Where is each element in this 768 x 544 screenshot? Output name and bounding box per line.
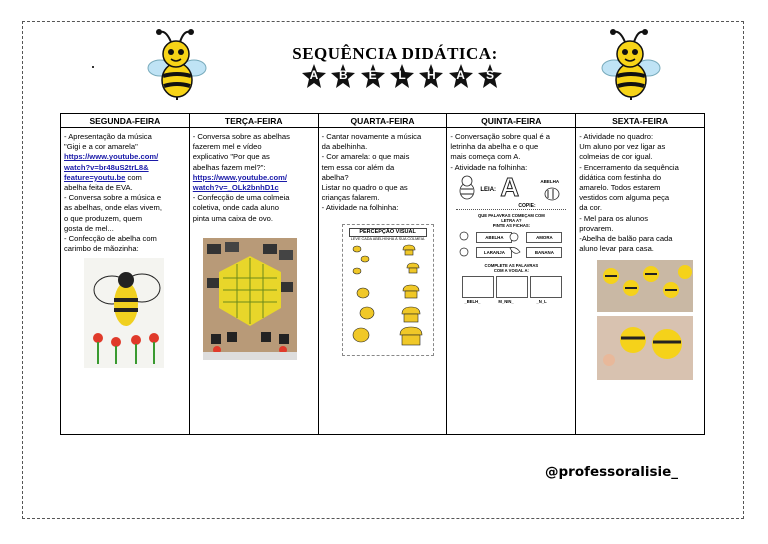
- column-header-thursday: QUINTA-FEIRA: [447, 114, 576, 128]
- worksheet-copie: COPIE:: [518, 202, 536, 209]
- star-icon: [361, 64, 385, 88]
- monday-text: "Gigi e a cor amarela": [64, 142, 138, 152]
- youtube-link[interactable]: feature=youtu.be: [64, 172, 126, 182]
- friday-text: colmeias de cor igual.: [579, 152, 653, 162]
- friday-text: provarem.: [579, 223, 614, 233]
- worksheet-leia: LEIA:: [480, 186, 497, 193]
- wednesday-text: da abelhinha.: [321, 142, 368, 152]
- worksheet-question: PINTE AS FICHAS:: [492, 222, 531, 228]
- friday-text: - Encerramento da sequência: [579, 162, 679, 172]
- youtube-link[interactable]: https://www.youtube.com/: [64, 152, 159, 162]
- star-letter: E: [368, 68, 377, 82]
- youtube-link[interactable]: watch?v=_OLk2bnhD1c: [192, 183, 279, 193]
- friday-text: vestidos com alguma peça: [579, 193, 670, 203]
- star-icon: [302, 64, 326, 88]
- thursday-text: - Atividade na folhinha:: [450, 162, 528, 172]
- bee-icon: [456, 175, 478, 201]
- wednesday-text: - Atividade na folhinha:: [321, 203, 399, 213]
- wednesday-text: - Cantar novamente a música: [321, 132, 422, 141]
- star-icon: [331, 64, 355, 88]
- tuesday-text: fazerem mel e vídeo: [192, 142, 262, 152]
- word-card: LARANJA: [476, 247, 512, 258]
- star-letter: A: [456, 68, 465, 82]
- friday-text: da cor.: [579, 203, 602, 213]
- fruit-icons: [456, 231, 566, 261]
- wednesday-text: - Cor amarela: o que mais: [321, 152, 410, 162]
- letter-a-worksheet: [456, 171, 566, 305]
- star-icon: [478, 64, 502, 88]
- star-icon: [390, 64, 414, 88]
- tuesday-text: explicativo "Por que as: [192, 152, 270, 162]
- worksheet-question: QUE PALAVRAS COMEÇAM COM: [477, 212, 545, 218]
- worksheet-question: COM A VOGAL A:: [493, 267, 529, 273]
- title-stars: [302, 64, 502, 92]
- speck: [92, 66, 94, 68]
- star-icon: [449, 64, 473, 88]
- word-card: ABELHA: [476, 232, 512, 243]
- star-letter: A: [309, 68, 319, 82]
- wednesday-text: tem essa cor além da: [321, 162, 395, 172]
- column-header-wednesday: QUARTA-FEIRA: [318, 114, 447, 128]
- blank-word: _BELH_: [464, 298, 481, 304]
- wednesday-text: Listar no quadro o que as: [321, 183, 408, 193]
- friday-text: didática com festinha do: [579, 172, 662, 182]
- column-header-friday: SEXTA-FEIRA: [576, 114, 705, 128]
- friday-cell: [576, 128, 705, 435]
- friday-text: -Abelha de balão para cada: [579, 234, 673, 244]
- blank-word: _N_L: [536, 298, 547, 304]
- monday-cell: [61, 128, 190, 435]
- bee-icon: [144, 28, 208, 100]
- tuesday-text: coletiva, onde cada aluno: [192, 203, 279, 213]
- bee-icon: [598, 28, 662, 100]
- worksheet-drawing: [343, 241, 433, 353]
- monday-text: - Conversa sobre a música e: [64, 193, 162, 203]
- friday-text: aluno levar para casa.: [579, 244, 654, 254]
- tuesday-text: abelhas fazem mel?":: [192, 162, 266, 172]
- star-letter: L: [398, 68, 406, 82]
- thursday-text: - Conversação sobre qual é a: [450, 132, 551, 141]
- thursday-cell: [447, 128, 576, 435]
- visual-perception-worksheet: [342, 224, 434, 356]
- tuesday-cell: [189, 128, 318, 435]
- youtube-link[interactable]: watch?v=br48uS2trL8&: [64, 162, 149, 172]
- tuesday-text: pinta uma caixa de ovo.: [192, 213, 274, 223]
- monday-text: carimbo de mãozinha:: [64, 244, 139, 254]
- bee-icon: [542, 184, 562, 202]
- worksheet-question: LETRA A?: [501, 217, 522, 223]
- schedule-table: [60, 113, 705, 435]
- page-title: SEQUÊNCIA DIDÁTICA:: [292, 44, 498, 63]
- beehive-collage-photo: [203, 238, 297, 360]
- blank-word: M_NIN_: [498, 298, 514, 304]
- worksheet-big-letter: A: [500, 171, 520, 202]
- thursday-text: mais começa com A.: [450, 152, 521, 162]
- column-header-tuesday: TERÇA-FEIRA: [189, 114, 318, 128]
- wednesday-cell: [318, 128, 447, 435]
- tuesday-text: - Conversa sobre as abelhas: [192, 132, 290, 141]
- worksheet-subtitle: LEVE CADA ABELHINHA À SUA COLMEIA: [350, 236, 425, 241]
- friday-text: Um aluno por vez ligar as: [579, 142, 666, 152]
- friday-text: amarelo. Todos estarem: [579, 183, 661, 193]
- tuesday-text: - Confecção de uma colmeia: [192, 193, 290, 203]
- handprint-bee-photo: [84, 258, 164, 368]
- worksheet-word: ABELHA: [540, 178, 560, 184]
- word-card: BANANA: [526, 247, 562, 258]
- worksheet-title: PERCEPÇÃO VISUAL: [349, 228, 427, 237]
- monday-text: - Apresentação da música: [64, 132, 152, 141]
- star-icon: [419, 64, 443, 88]
- wednesday-text: crianças falarem.: [321, 193, 380, 203]
- monday-text: as abelhas, onde elas vivem,: [64, 203, 162, 213]
- monday-text: - Confecção de abelha com: [64, 234, 157, 244]
- star-letter: S: [485, 68, 494, 82]
- monday-text: com: [125, 172, 142, 182]
- worksheet-question: COMPLETE AS PALAVRAS: [484, 262, 539, 268]
- thursday-text: letrinha da abelha e o que: [450, 142, 539, 152]
- youtube-link[interactable]: https://www.youtube.com/: [192, 172, 288, 182]
- author-handle: @professoralisie_: [545, 464, 679, 480]
- friday-text: - Atividade no quadro:: [579, 132, 654, 141]
- star-letter: H: [426, 68, 436, 82]
- balloon-bees-photo: [597, 260, 693, 380]
- monday-text: o que produzem, quem: [64, 213, 143, 223]
- star-letter: B: [338, 68, 348, 82]
- friday-text: - Mel para os alunos: [579, 213, 648, 223]
- monday-text: gosta de mel...: [64, 223, 114, 233]
- word-card: AMORA: [526, 232, 562, 243]
- wednesday-text: abelha?: [321, 172, 349, 182]
- monday-text: abelha feita de EVA.: [64, 183, 133, 193]
- column-header-monday: SEGUNDA-FEIRA: [61, 114, 190, 128]
